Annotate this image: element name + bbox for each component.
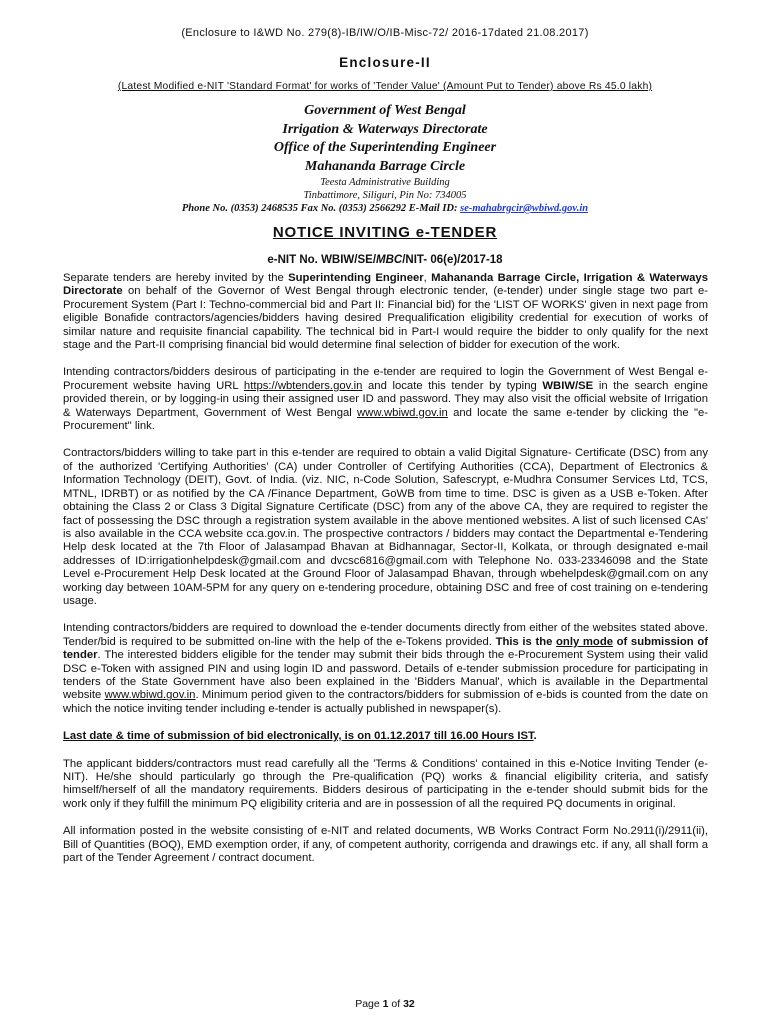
- wbiwd-link[interactable]: www.wbiwd.gov.in: [357, 406, 448, 419]
- notice-body: [63, 272, 708, 879]
- office-line-office: Office of the Superintending Engineer: [273, 140, 497, 155]
- p4-bold-underline: only mode: [556, 635, 614, 648]
- page-total: 32: [403, 998, 415, 1010]
- enclosure-reference: (Enclosure to I&WD No. 279(8)-IB/IW/O/IB-Misc-72/ 2016-17dated 21.08.2017): [181, 27, 589, 39]
- office-address-city: Tinbattimore, Siliguri, Pin No: 734005: [303, 190, 467, 201]
- enclosure-subtitle-text: (Latest Modified e-NIT 'Standard Format' for works of 'Tender Value' (Amount Put to Tender) above Rs 45.0 lakh): [117, 81, 653, 92]
- p2-text-1: Intending contractors/bidders desirous of participating in the e-tender are required to login the Government of West Bengal e-Procurement website having URL: [63, 366, 708, 392]
- p4-text-2: . The interested bidders eligible for the tender may submit their bids through the e-Procurement System using their valid DSC e-Token with assigned PIN and using login ID and password. Details of e-tender submission procedure for participating in tenders of the State Government have also been explained in the 'Bidders Manual', which is available in the Departmental website: [63, 649, 708, 702]
- p4-text-3: . Minimum period given to the contractors/bidders for submission of e-bids is counted from the date on which the notice inviting tender including e-tender is actually published in newspaper(s).: [63, 689, 708, 715]
- office-contact-phone-fax: Phone No. (0353) 2468535 Fax No. (0353) 2566292 E-Mail ID:: [181, 203, 461, 214]
- p1-text-1: Separate tenders are hereby invited by the: [63, 272, 289, 284]
- page-number: [0, 998, 770, 1010]
- paragraph-terms: The applicant bidders/contractors must read carefully all the 'Terms & Conditions' contained in this e-Notice Inviting Tender (e-NIT). He/she should particularly go through the Pre-qualification (PQ) works & financial eligibility criteria, and satisfy himself/herself of all the mandatory requirements. Bidders desirous of participating in the e-tender should submit bids for the work only if they fulfill the minimum PQ eligibility criteria and are in possession of all the required PQ documents in original.: [63, 757, 708, 810]
- p1-text-3: on behalf of the Governor of West Bengal through electronic tender, (e-tender) under single stage two part e-Procurement System (Part I: Techno-commercial bid and Part II: Financial bid) for the 'LIST OF WORKS' given in next page from eligible Bonafide contractors/agencies/bidders having desired Prequalification eligibility credential for execution of works of similar nature and requisite financial capability. The technical bid in Part-I would require the bidder to only qualify for the next stage and the Part-II comprising financial bid would determine final selection of bidder for execution of the work.: [63, 285, 708, 352]
- office-header: [0, 102, 770, 216]
- office-line-circle: Mahananda Barrage Circle: [304, 158, 466, 174]
- p2-bold-search-term: WBIW/SE: [542, 379, 594, 392]
- office-contact: [0, 202, 770, 216]
- p2-text-2: and locate this tender by typing: [362, 379, 543, 392]
- office-address-building: Teesta Administrative Building: [320, 177, 450, 188]
- page-word: Page: [355, 998, 383, 1010]
- nit-suffix: /NIT- 06(e)/2017-18: [402, 254, 503, 266]
- paragraph-invitation: [63, 272, 708, 352]
- paragraph-download: [63, 622, 708, 716]
- notice-title: NOTICE INVITING e-TENDER: [272, 224, 498, 241]
- p2-text-3: in the search engine provided therein, or by logging-in using their assigned user ID and password. They may also visit the official website of Irrigation & Waterways Department, Government of West Bengal: [63, 379, 709, 419]
- p4-bold-1: This is the: [495, 635, 557, 648]
- nit-number: [0, 254, 770, 266]
- p4-bold-2: of submission of tender: [63, 635, 708, 662]
- p4-text-1: Intending contractors/bidders are required to download the e-tender documents directly from either of the websites stated above. Tender/bid is required to be submitted on-line with the help of the e-Tokens provided.: [63, 622, 708, 648]
- deadline-period: .: [533, 730, 537, 743]
- office-line-directorate: Irrigation & Waterways Directorate: [282, 121, 488, 137]
- page-of: of: [388, 998, 404, 1010]
- office-line-government: Government of West Bengal: [304, 103, 466, 118]
- paragraph-dsc: Contractors/bidders willing to take part in this e-tender are required to obtain a valid Digital Signature- Certificate (DSC) from any of the authorized 'Certifying Authorities' (CA) under Controller of Certifying Authorities (CCA), Department of Electronics & Information Technology (DEIT), Govt. of India. (viz. NIC, n-Code Solution, Safescrypt, e-Mudhra Consumer Services Ltd, TCS, MTNL, IDRBT) or as notified by the CA /Finance Department, GoWB from time to time. DSC is given as a USB e-Token. After obtaining the Class 2 or Class 3 Digital Signature Certificate (DSC) from any of the above CA, they are required to register the fact of possessing the DSC through a registration system available in the above mentioned websites. A list of such licensed CAs' is also available in the CCA website cca.gov.in. The prospective contractors / bidders may contact the Departmental e-Tendering Help desk located at the 7th Floor of Jalasampad Bhavan at Bidhannagar, Sector-II, Kolkata, or through designated e-mail addresses of ID:irrigationhelpdesk@gmail.com and dvcsc6816@gmail.com with Telephone No. 033-23346098 and the State Level e-Procurement Help Desk located at the Ground Floor of Jalasampad Bhavan, through wbehelpdesk@gmail.com on any working day between 10AM-5PM for any query on e-tendering procedure, obtaining DSC and free of cost training on e-tendering usage.: [63, 447, 708, 607]
- office-email-link[interactable]: se-mahabrgcir@wbiwd.gov.in: [460, 203, 589, 214]
- paragraph-login: [63, 366, 708, 433]
- paragraph-deadline: [63, 730, 708, 743]
- enclosure-title: Enclosure-II: [339, 55, 431, 70]
- paragraph-information: All information posted in the website consisting of e-NIT and related documents, WB Works Contract Form No.2911(i)/2911(ii), Bill of Quantities (BOQ), EMD exemption order, if any, of competent authority, corrigenda and drawings etc. if any, all shall form a part of the Tender Agreement / contract document.: [63, 825, 708, 865]
- p1-bold-2: Mahananda Barrage Circle, Irrigation & Waterways Directorate: [63, 272, 708, 298]
- p2-text-4: and locate the same e-tender by clicking the "e-Procurement" link.: [63, 406, 708, 433]
- nit-prefix: e-NIT No. WBIW/SE/: [267, 254, 377, 266]
- page-current: 1: [382, 998, 389, 1010]
- p1-text-2: ,: [423, 272, 432, 284]
- wbiwd-manual-link[interactable]: www.wbiwd.gov.in: [104, 689, 196, 702]
- nit-circle-code: MBC: [376, 254, 403, 266]
- enclosure-subtitle: [0, 81, 770, 92]
- wbtenders-link[interactable]: https://wbtenders.gov.in: [243, 379, 363, 392]
- deadline-text: Last date & time of submission of bid electronically, is on 01.12.2017 till 16.00 Hours IST: [63, 730, 534, 743]
- p1-bold-1: Superintending Engineer: [288, 272, 424, 284]
